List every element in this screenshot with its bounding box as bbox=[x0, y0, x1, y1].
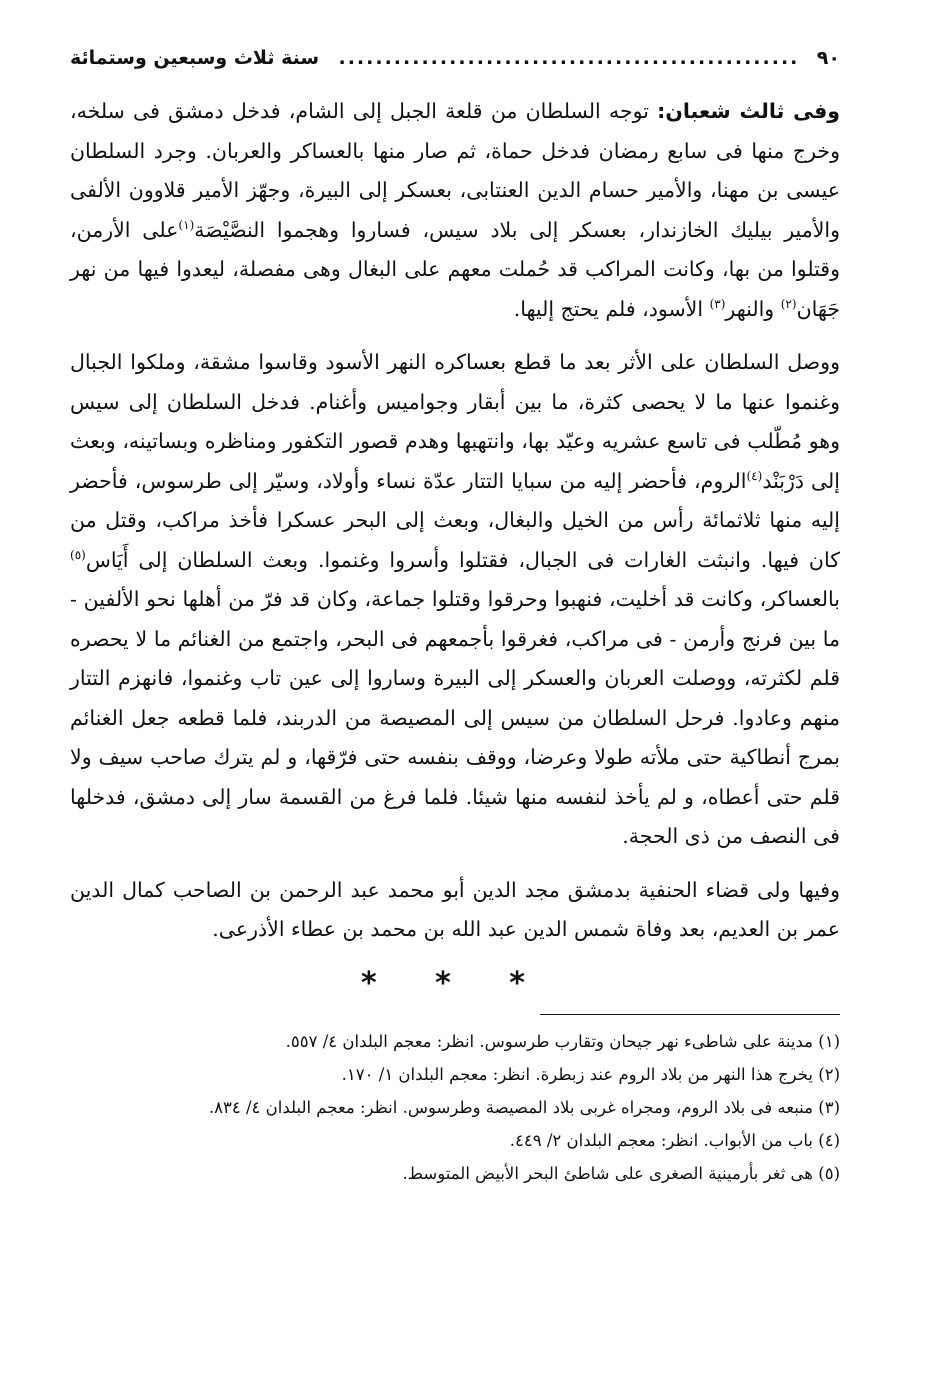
book-page bbox=[70, 38, 840, 1358]
paragraph-text: والنهر bbox=[725, 296, 781, 321]
paragraph-text: بالعساكر، وكانت قد أخليت، فنهبوا وحرقوا وقتلوا جماعة، وكان قد فرّ من أهلها نحو الألفين - ما بين فرنج وأرمن - فى مراكب، فغرقوا بأجمعهم فى البحر، واجتمع من الغنائم ما لا يحصره قلم لكثرته، ووصلت العربان والعسكر إلى البيرة وساروا إلى عين تاب وغنموا، فانهزم التتار منهم وعادوا. فرحل السلطان من سيس إلى المصيصة من الدربند، فلما قطعه جعل الغنائم بمرج أنطاكية حتى ملأته طولا وعرضا، ووقف بنفسه حتى فرّقها، و لم يترك صاحب سيف ولا قلم حتى أعطاه، و لم يأخذ لنفسه منها شيئا. فلما فرغ من القسمة سار إلى دمشق، فدخلها فى النصف من ذى الحجة. bbox=[70, 587, 840, 848]
paragraph-text: الأسود، فلم يحتج إليها. bbox=[513, 296, 710, 321]
running-header bbox=[70, 38, 840, 78]
footnote-divider bbox=[540, 1014, 840, 1015]
footnote-marker-1[interactable]: (١) bbox=[178, 217, 195, 232]
footnote-1: (١) مدينة على شاطىء نهر جيحان وتقارب طرسوس. انظر: معجم البلدان ٤/ ٥٥٧. bbox=[285, 1031, 840, 1051]
footnote-marker-2[interactable]: (٢) bbox=[780, 296, 797, 311]
footnote-marker-5[interactable]: (٥) bbox=[70, 547, 86, 562]
main-text bbox=[70, 92, 840, 950]
paragraph-1 bbox=[70, 92, 840, 329]
page-number: ٩٠ bbox=[816, 47, 840, 69]
footnote-3: (٣) منبعه فى بلاد الروم، ومجراه غربى بلاد المصيصة وطرسوس. انظر: معجم البلدان ٤/ ٨٣٤. bbox=[208, 1097, 840, 1117]
paragraph-lead-date: وفى ثالث شعبان: bbox=[657, 99, 840, 123]
paragraph-text: ووصل السلطان على الأثر بعد ما قطع بعساكره النهر الأسود وقاسوا مشقة، وملكوا الجبال وغنموا عنها ما لا يحصى كثرة، ما بين أبقار وجواميس وأغنام. فدخل السلطان إلى سيس وهو مُطّلب فى تاسع عشريه وعيّد بها، وانتهبها وهدم قصور التكفور ومناظره وبساتينه، وبعث إلى دَرْبَنْد bbox=[70, 350, 840, 493]
footnote-marker-3[interactable]: (٣) bbox=[709, 296, 726, 311]
running-header-title: سنة ثلاث وسبعين وستمائة bbox=[70, 47, 320, 69]
footnote-2: (٢) يخرج هذا النهر من بلاد الروم عند زبطرة. انظر: معجم البلدان ١/ ١٧٠. bbox=[341, 1064, 840, 1084]
paragraph-text: على الأرمن، وقتلوا من بها، وكانت المراكب قد حُملت معهم على البغال وهى مفصلة، ليعدوا فيها من نهر جَهَان bbox=[70, 217, 840, 321]
footnote-4: (٤) باب من الأبواب. انظر: معجم البلدان ٢/ ٤٤٩. bbox=[509, 1130, 840, 1150]
paragraph-text: وفيها ولى قضاء الحنفية بدمشق مجد الدين أبو محمد عبد الرحمن بن الصاحب كمال الدين عمر بن العديم، بعد وفاة شمس الدين عبد الله بن محمد بن عطاء الأذرعى. bbox=[70, 877, 840, 941]
paragraph-3 bbox=[70, 871, 840, 950]
header-leader-dots: .................................................. bbox=[338, 47, 800, 69]
paragraph-text: الروم، فأحضر إليه من سبايا التتار عدّة نساء وأولاد، وسيّر إلى طرسوس، فأحضر إليه منها ثلاثمائة رأس من الخيل والبغال، وبعث إلى البحر عسكرا فأخذ مراكب، وقتل من كان فيها. وانبثت الغارات فى الجبال، فقتلوا وأسروا وغنموا. وبعث السلطان إلى أَيَاس bbox=[70, 468, 840, 572]
footnote-marker-4[interactable]: (٤) bbox=[746, 468, 763, 483]
footnotes bbox=[70, 1025, 840, 1190]
paragraph-text: توجه السلطان من قلعة الجبل إلى الشام، فدخل دمشق فى سلخه، وخرج منها فى سابع رمضان فدخل حماة، ثم صار منها بالعساكر والعربان. وجرد السلطان عيسى بن مهنا، والأمير حسام الدين العنتابى، بعسكر إلى البيرة، وجهّز الأمير قلاوون الألفى والأمير بيليك الخازندار، بعسكر إلى بلاد سيس، فساروا وهجموا النصَّيْصَة bbox=[70, 99, 840, 242]
section-separator-stars: * * * bbox=[361, 965, 549, 1001]
paragraph-2 bbox=[70, 343, 840, 857]
footnote-5: (٥) هى ثغر بأرمينية الصغرى على شاطئ البحر الأبيض المتوسط. bbox=[402, 1163, 840, 1183]
